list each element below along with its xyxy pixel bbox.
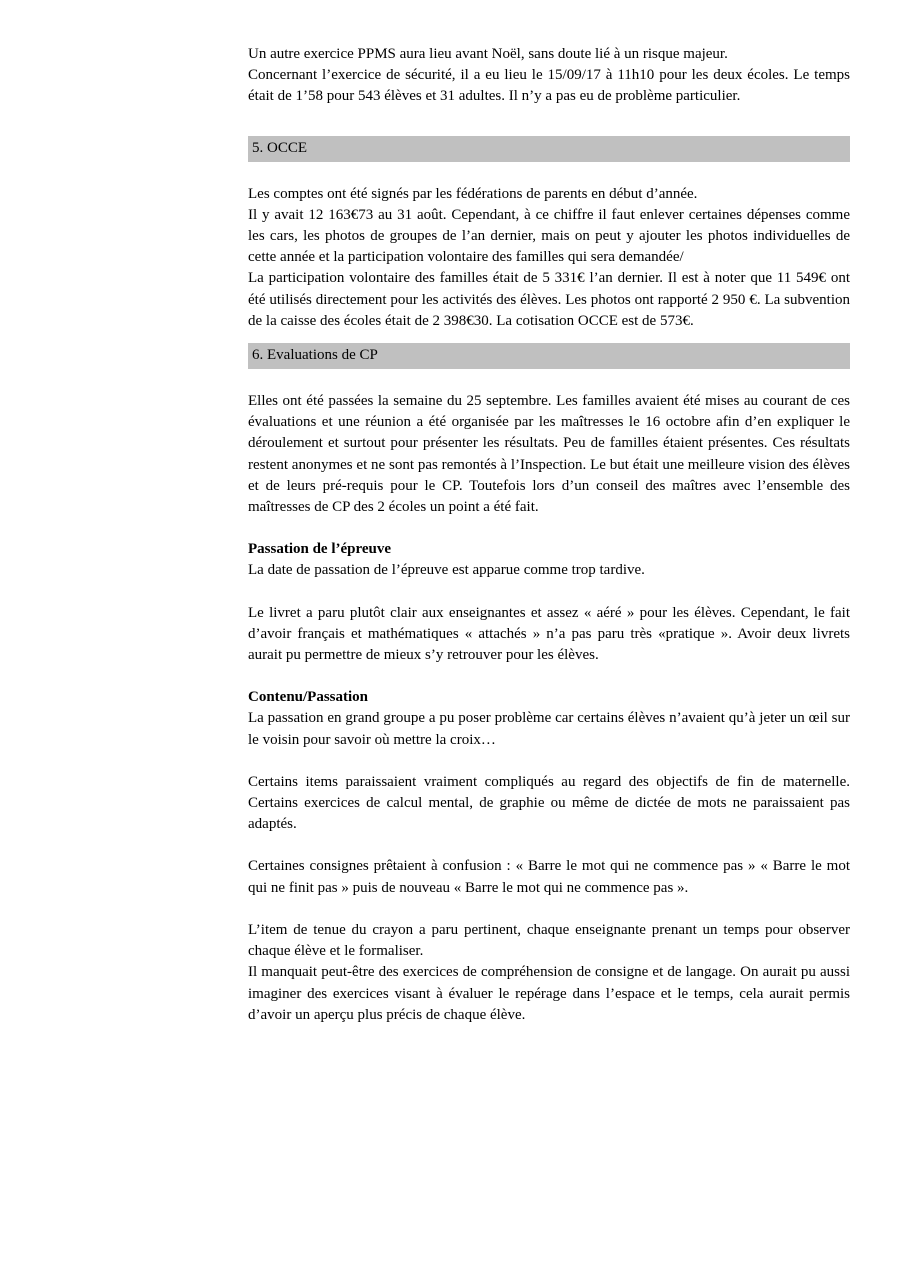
spacer — [248, 751, 850, 772]
contenu-paragraph-1: La passation en grand groupe a pu poser problème car certains élèves n’avaient qu’à jeter un œil sur le voisin pour savoir où mettre la croix… — [248, 710, 850, 748]
section-heading-evaluations-cp: 6. Evaluations de CP — [248, 343, 850, 369]
spacer — [248, 582, 850, 603]
subheading-contenu-passation: Contenu/Passation — [248, 689, 369, 706]
spacer — [248, 899, 850, 920]
occe-paragraph-2: Il y avait 12 163€73 au 31 août. Cependant, à ce chiffre il faut enlever certaines dépenses comme les cars, les photos de groupes de l’an dernier, mais on peut y ajouter les photos individuelles de cette année et la participation volontaire des familles qui sera demandée/ — [248, 206, 850, 266]
occe-paragraph-3: La participation volontaire des familles était de 5 331€ l’an dernier. Il est à noter que 11 549€ ont été utilisés directement pour les activités des élèves. Les photos ont rapporté 2 950 €. La subvention de la caisse des écoles était de 2 398€30. La cotisation OCCE est de 573€. — [248, 270, 850, 329]
intro-paragraph-1: Un autre exercice PPMS aura lieu avant Noël, sans doute lié à un risque majeur. — [248, 46, 728, 62]
evaluations-paragraph-1: Elles ont été passées la semaine du 25 septembre. Les familles avaient été mises au courant de ces évaluations et une réunion a été organisée par les maîtresses le 16 octobre afin d’en expliquer le déroulement et surtout pour présenter les résultats. Peu de familles étaient présentes. Ces résultats restent anonymes et ne sont pas remontés à l’Inspection. Le but était une meilleure vision des élèves et de leurs pré-requis pour le CP. Toutefois lors d’un conseil des maîtres avec l’ensemble des maîtresses de CP des 2 écoles un point a été fait. — [248, 393, 850, 516]
passation-paragraph-2: Le livret a paru plutôt clair aux enseignantes et assez « aéré » pour les élèves. Cependant, le fait d’avoir français et mathématiques « attachés » n’a pas paru très «pratique ». Avoir deux livrets aurait pu permettre de mieux s’y retrouver pour les élèves. — [248, 604, 850, 664]
contenu-paragraph-2: Certains items paraissaient vraiment compliqués au regard des objectifs de fin de maternelle. Certains exercices de calcul mental, de graphie ou même de dictée de mots ne paraissaient pas adaptés. — [248, 773, 850, 833]
spacer — [248, 108, 850, 136]
section-heading-occe: 5. OCCE — [248, 136, 850, 162]
contenu-paragraph-5: Il manquait peut-être des exercices de compréhension de consigne et de langage. On aurait pu aussi imaginer des exercices visant à évaluer le repérage dans l’espace et le temps, cela aurait permis d’avoir un aperçu plus précis de chaque élève. — [248, 964, 850, 1023]
spacer — [248, 369, 850, 391]
contenu-paragraph-4: L’item de tenue du crayon a paru pertinent, chaque enseignante prenant un temps pour observer chaque élève et le formaliser. — [248, 921, 850, 960]
spacer — [248, 666, 850, 687]
passation-paragraph-1: La date de passation de l’épreuve est apparue comme trop tardive. — [248, 562, 645, 579]
spacer — [248, 518, 850, 539]
occe-paragraph-1: Les comptes ont été signés par les fédérations de parents en début d’année. — [248, 185, 698, 202]
contenu-paragraph-3: Certaines consignes prêtaient à confusion : « Barre le mot qui ne commence pas » « Barre le mot qui ne finit pas » puis de nouveau « Barre le mot qui ne commence pas ». — [248, 858, 850, 896]
spacer — [248, 835, 850, 856]
intro-paragraph-2: Concernant l’exercice de sécurité, il a eu lieu le 15/09/17 à 11h10 pour les deux écoles. Le temps était de 1’58 pour 543 élèves et 31 adultes. Il n’y a pas eu de problème particulier. — [248, 67, 850, 105]
spacer — [248, 332, 850, 343]
document-body — [248, 44, 850, 1026]
subheading-passation-epreuve: Passation de l’épreuve — [248, 541, 392, 558]
spacer — [248, 162, 850, 184]
